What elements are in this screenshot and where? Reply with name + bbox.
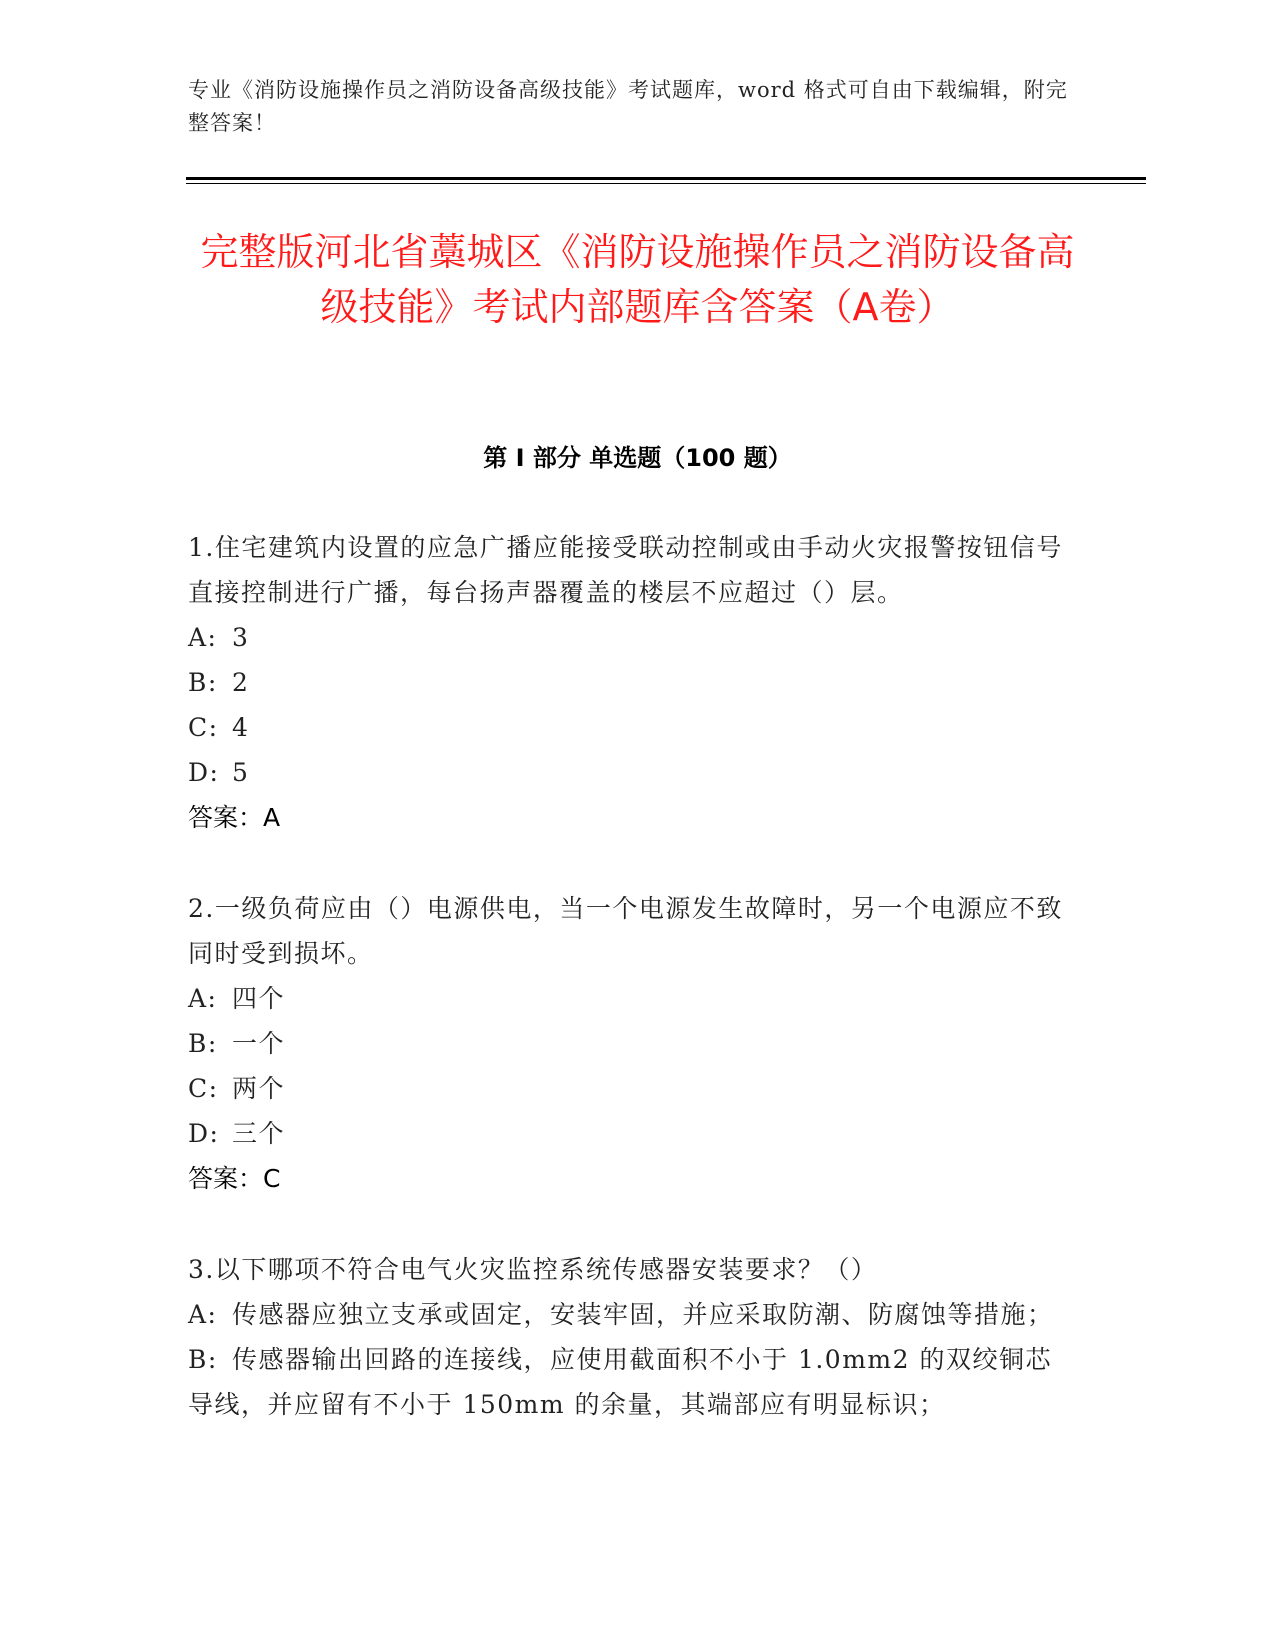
option-text: 2 [232,668,250,697]
option-letter: B: [188,1345,218,1374]
option-a [188,1292,1068,1337]
header-divider-thick [186,177,1146,180]
option-text: 一个 [232,1029,286,1058]
question-stem: 3.以下哪项不符合电气火灾监控系统传感器安装要求？（） [188,1255,878,1284]
question-3 [188,1247,1068,1427]
option-text: 4 [232,713,250,742]
option-text: 3 [232,623,250,652]
option-a [188,976,1068,1021]
question-1 [188,525,1068,840]
section-heading: 第 I 部分 单选题（100 题） [483,444,792,472]
option-letter: A: [188,984,218,1013]
question-2 [188,886,1068,1201]
option-letter: A: [188,623,218,652]
option-c [188,1066,1068,1111]
option-letter: A: [188,1300,218,1329]
header-note: 专业《消防设施操作员之消防设备高级技能》考试题库，word 格式可自由下载编辑，附完整答案！ [188,78,1068,135]
option-letter: D: [188,758,220,787]
option-text: 两个 [232,1074,286,1103]
option-text: 传感器输出回路的连接线，应使用截面积不小于 1.0mm2 的双绞铜芯导线，并应留有不小于 150mm 的余量，其端部应有明显标识； [188,1345,1052,1419]
option-b [188,1337,1068,1427]
option-d [188,1111,1068,1156]
option-b [188,660,1068,705]
header-divider-thin [186,183,1146,184]
answer-line: 答案：C [188,1164,281,1193]
option-text: 5 [232,758,250,787]
option-letter: C: [188,713,219,742]
option-text: 传感器应独立支承或固定，安装牢固，并应采取防潮、防腐蚀等措施； [232,1300,1054,1329]
document-title: 完整版河北省藁城区《消防设施操作员之消防设备高级技能》考试内部题库含答案（A卷） [200,230,1075,329]
option-a [188,615,1068,660]
option-c [188,705,1068,750]
question-stem: 1.住宅建筑内设置的应急广播应能接受联动控制或由手动火灾报警按钮信号直接控制进行广播，每台扬声器覆盖的楼层不应超过（）层。 [188,533,1063,607]
option-text: 四个 [232,984,286,1013]
option-d [188,750,1068,795]
option-letter: B: [188,1029,218,1058]
answer-line: 答案：A [188,803,281,832]
option-b [188,1021,1068,1066]
option-text: 三个 [232,1119,286,1148]
option-letter: B: [188,668,218,697]
option-letter: D: [188,1119,220,1148]
option-letter: C: [188,1074,219,1103]
question-stem: 2.一级负荷应由（）电源供电，当一个电源发生故障时，另一个电源应不致同时受到损坏。 [188,894,1063,968]
